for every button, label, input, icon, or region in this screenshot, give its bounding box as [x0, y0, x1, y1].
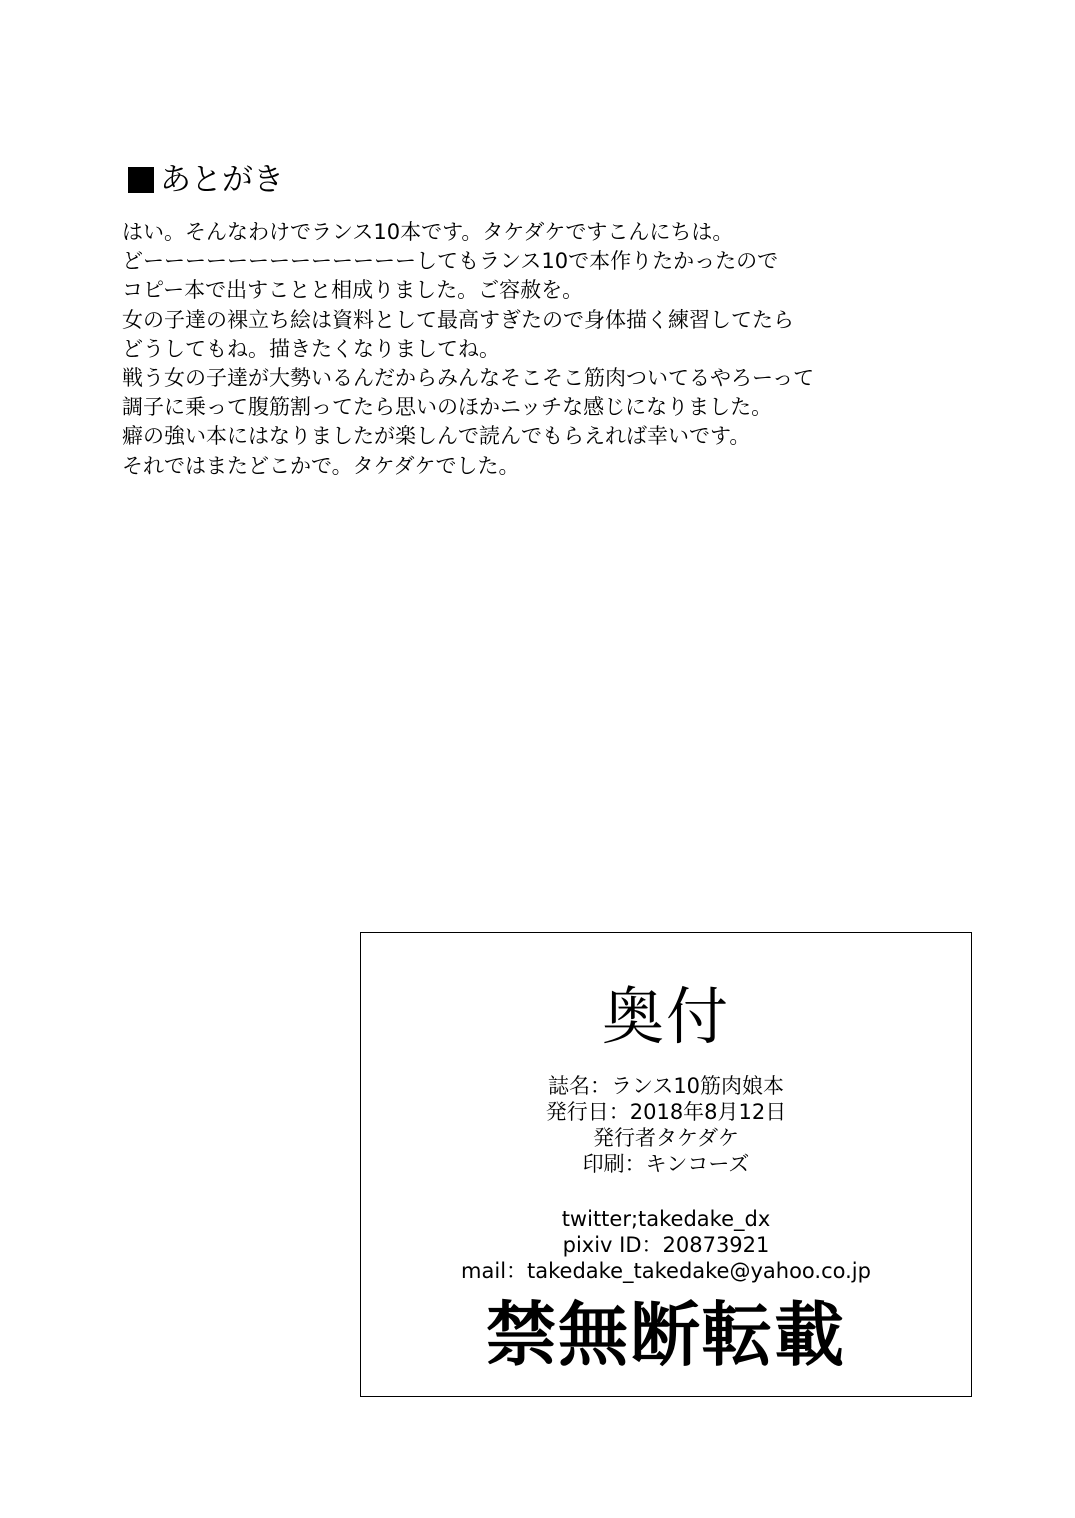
- publisher: 発行者タケダケ: [593, 1126, 739, 1150]
- mail-address: mail：takedake_takedake@yahoo.co.jp: [461, 1259, 871, 1283]
- afterword-line: どーーーーーーーーーーーーーしてもランス10で本作りたかったので: [122, 249, 779, 274]
- afterword-line: はい。そんなわけでランス10本です。タケダケですこんにちは。: [122, 220, 734, 244]
- publication-name: 誌名：ランス10筋肉娘本: [547, 1074, 785, 1098]
- afterword-line: コピー本で出すことと相成りました。ご容赦を。: [122, 278, 584, 303]
- afterword-line: 女の子達の裸立ち絵は資料として最高すぎたので身体描く練習してたら: [122, 307, 794, 332]
- afterword-heading-text: あとがき: [160, 162, 284, 198]
- colophon-contacts: [361, 1206, 971, 1284]
- colophon-box: [360, 932, 972, 1397]
- afterword-body: [122, 218, 922, 481]
- no-reprint-notice: 禁無断転載: [486, 1294, 846, 1376]
- colophon-info: [361, 1073, 971, 1177]
- printer: 印刷：キンコーズ: [582, 1152, 750, 1176]
- afterword-line: それではまたどこかで。タケダケでした。: [122, 453, 520, 478]
- square-bullet-icon: [128, 167, 154, 193]
- afterword-heading: [128, 158, 284, 202]
- afterword-line: 戦う女の子達が大勢いるんだからみんなそこそこ筋肉ついてるやろーって: [122, 366, 815, 391]
- twitter-handle: twitter;takedake_dx: [561, 1207, 771, 1231]
- afterword-line: 調子に乗って腹筋割ってたら思いのほかニッチな感じになりました。: [122, 395, 773, 420]
- colophon-title: 奥付: [601, 980, 730, 1053]
- afterword-line: 癖の強い本にはなりましたが楽しんで読んでもらえれば幸いです。: [122, 424, 751, 449]
- afterword-line: どうしてもね。描きたくなりましてね。: [122, 336, 500, 361]
- publication-date: 発行日：2018年8月12日: [545, 1100, 787, 1124]
- pixiv-id: pixiv ID：20873921: [562, 1233, 770, 1257]
